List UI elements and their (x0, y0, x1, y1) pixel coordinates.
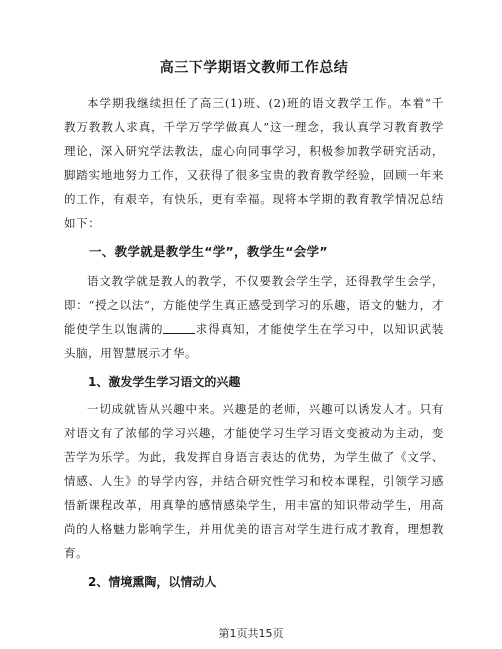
fill-in-blank (163, 321, 195, 334)
document-body (64, 58, 444, 597)
intro-paragraph: 本学期我继续担任了高三(1)班、(2)班的语文教学工作。本着“千教万教教人求真，千学万学学做真人”这一理念，我认真学习教育教学理论，深入研究学法教法，虚心向同事学习，积极参加教学研究活动，脚踏实地地努力工作，又获得了很多宝贵的教育教学经验，回顾一年来的工作，有艰辛，有快乐，更有幸福。现将本学期的教育教学情况总结如下： (64, 96, 444, 230)
subsection1-paragraph: 一切成就皆从兴趣中来。兴趣是的老师，兴趣可以诱发人才。只有对语文有了浓郁的学习兴趣，才能使学习生学习语文变被动为主动，变苦学为乐学。为此，我发挥自身语言表达的优势，为学生做了《文学、情感、人生》的导学内容，并结合研究性学习和校本课程，引领学习感悟新课程改革，用真挚的感情感染学生，用丰富的知识带动学生，用高尚的人格魅力影响学生，并用优美的语言对学生进行成才教育，理想教育。 (64, 402, 444, 560)
subsection-heading-2: 2、情境熏陶，以情动人 (88, 575, 217, 589)
subsection-heading-1: 1、激发学生学习语文的兴趣 (88, 375, 241, 389)
document-title: 高三下学期语文教师工作总结 (159, 60, 349, 76)
section1-paragraph (64, 269, 444, 365)
section1-text-b: 求得真知，才能使学生在学习中，以知识武装头脑，用智慧展示才华。 (64, 322, 444, 360)
section1-text-a: 语文教学就是教人的教学，不仅要教会学生学，还得教学生会学，即：“授之以法”，方能使学生真正感受到学习的乐趣，语文的魅力，才能使学生以饱满的 (64, 274, 444, 336)
page-number: 第1页共15页 (218, 627, 284, 640)
section-heading-1: 一、教学就是教学生“学”，教学生“会学” (89, 244, 328, 259)
